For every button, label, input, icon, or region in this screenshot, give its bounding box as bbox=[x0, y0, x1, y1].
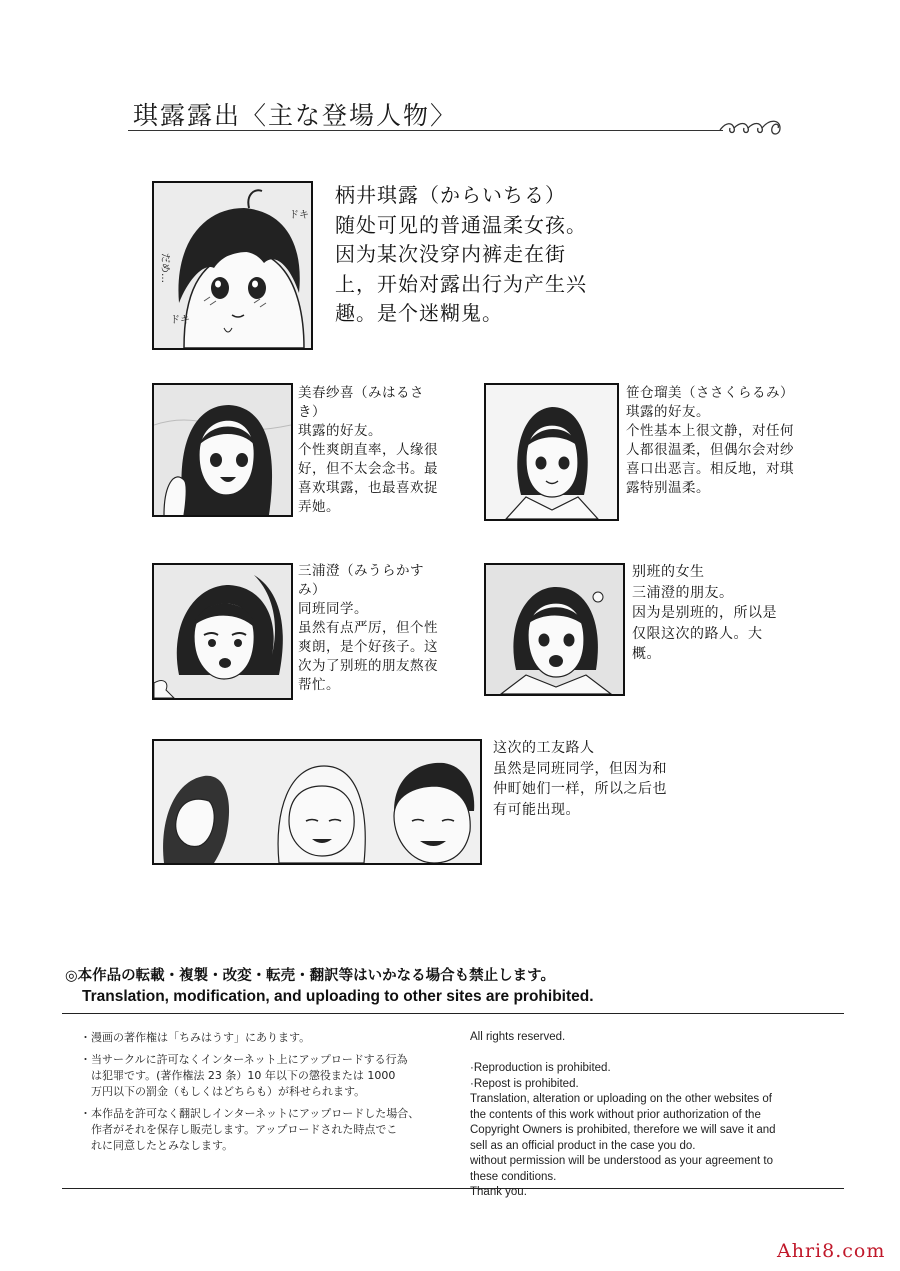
divider-top bbox=[62, 1013, 844, 1014]
character-description-workers: 这次的工友路人 虽然是同班同学，但因为和 仲町她们一样，所以之后也 有可能出现。 bbox=[493, 740, 667, 818]
copyright-notes-en: All rights reserved. ·Reproduction is prohibited. ·Repost is prohibited. Translation, alteration or uploading on the other websites of the contents of this work without prior authorization of the Copyright Owners is prohibited, therefore we will save it and sell as an official product in the case you do. without permission will be understood as your agreement to these conditions. Thank you. bbox=[470, 1031, 776, 1198]
prohibition-notice-jp: ◎本作品の転載・複製・改変・転売・翻訳等はいかなる場合も禁止します。 bbox=[65, 968, 555, 984]
title-underline bbox=[128, 130, 723, 131]
character-description-chiru: 柄井琪露（からいちる） 随处可见的普通温柔女孩。 因为某次没穿内裤走在街 上，开始对露出行为产生兴 趣。是个迷糊鬼。 bbox=[335, 183, 587, 325]
character-description-rumi: 笹仓瑠美（ささくらるみ） 琪露的好友。 个性基本上很文静，对任何 人都很温柔，但偶尔会对纱 喜口出恶言。相反地，对琪 露特别温柔。 bbox=[626, 385, 794, 496]
flourish-ornament bbox=[718, 116, 788, 144]
character-portrait-kasumi bbox=[152, 563, 293, 700]
character-description-kasumi: 三浦澄（みうらかす み） 同班同学。 虽然有点严厉，但个性 爽朗，是个好孩子。这 次为了别班的朋友熬夜 帮忙。 bbox=[298, 563, 438, 693]
prohibition-notice-en: Translation, modification, and uploading to other sites are prohibited. bbox=[82, 988, 594, 1005]
panel-text: ドキ bbox=[289, 210, 309, 221]
character-portrait-workers bbox=[152, 739, 482, 865]
copyright-notes-jp: ・漫画の著作権は「ちみはうす」にあります。 ・当サークルに許可なくインターネット上にアップロードする行為 は犯罪です。(著作権法 23 条）10 年以下の懲役または 1000 万円以下の罰金（もしくはどちらも）が科せられます。 ・本作品を許可なく翻訳しインターネットにアップロードした場合、 作者がそれを保存し販売します。アップロードされた時点でこ れに同意したとみなします。 bbox=[80, 1031, 420, 1152]
character-portrait-chiru bbox=[152, 181, 313, 350]
character-portrait-other-class-girl bbox=[484, 563, 625, 696]
character-description-other-class-girl: 别班的女生 三浦澄的朋友。 因为是别班的，所以是 仅限这次的路人。大 概。 bbox=[632, 564, 777, 662]
divider-bottom bbox=[62, 1188, 844, 1189]
character-portrait-saki bbox=[152, 383, 293, 517]
panel-text: ドキ bbox=[170, 315, 190, 326]
panel-text: だめ… bbox=[159, 253, 170, 283]
site-watermark: Ahri8.com bbox=[777, 1240, 886, 1262]
character-portrait-rumi bbox=[484, 383, 619, 521]
character-description-saki: 美春纱喜（みはるさ き） 琪露的好友。 个性爽朗直率，人缘很 好，但不太会念书。最 喜欢琪露，也最喜欢捉 弄她。 bbox=[298, 385, 438, 515]
page-title: 琪露露出〈主な登場人物〉 bbox=[133, 101, 458, 130]
